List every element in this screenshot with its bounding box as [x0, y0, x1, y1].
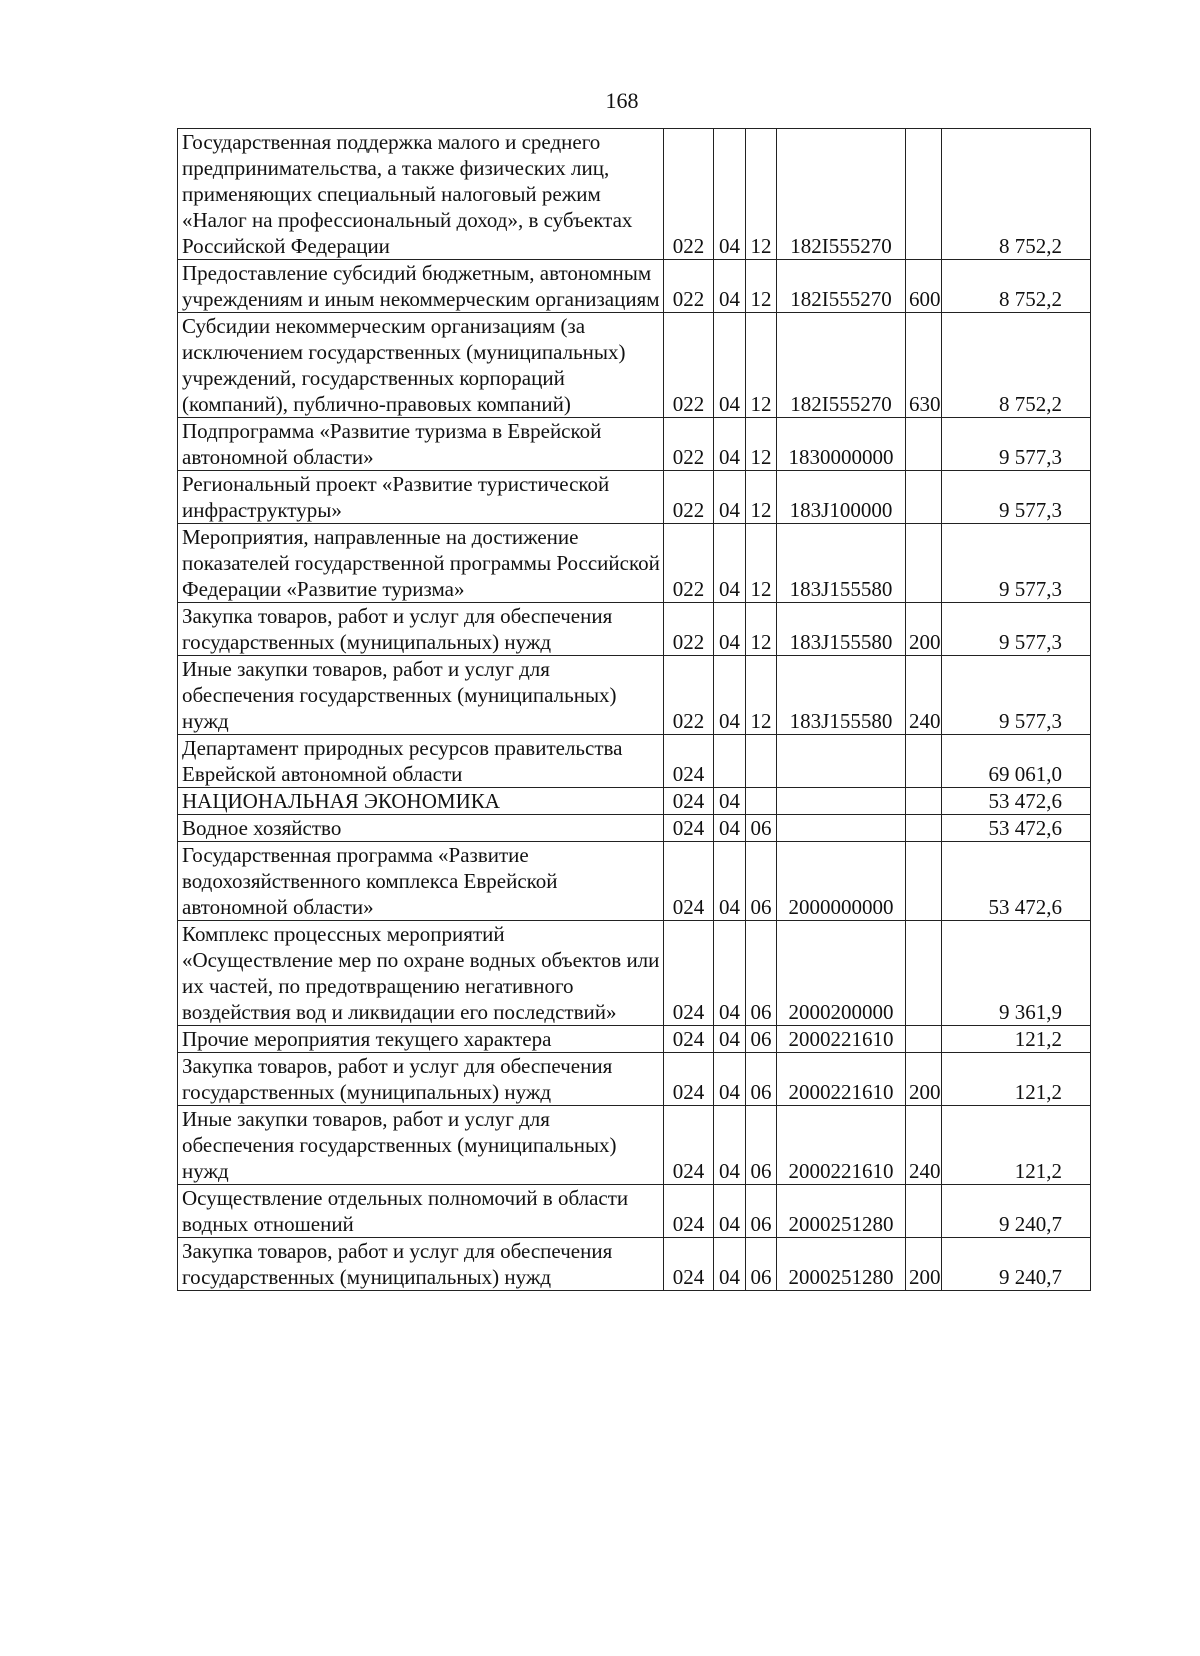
subsection-code-cell: 06 — [746, 815, 777, 842]
subsection-code-cell: 12 — [746, 471, 777, 524]
table-row — [178, 260, 1091, 313]
table-row — [178, 471, 1091, 524]
target-article-cell: 2000000000 — [777, 842, 906, 921]
section-code-cell: 04 — [714, 1185, 746, 1238]
ministry-code-cell: 024 — [664, 1238, 714, 1291]
row-name-cell: Департамент природных ресурсов правительства Еврейской автономной области — [178, 735, 664, 788]
amount-cell: 9 361,9 — [942, 921, 1091, 1026]
expense-type-cell — [906, 1185, 942, 1238]
target-article-cell: 2000221610 — [777, 1053, 906, 1106]
row-name-cell: Прочие мероприятия текущего характера — [178, 1026, 664, 1053]
expense-type-cell — [906, 735, 942, 788]
ministry-code-cell: 024 — [664, 1106, 714, 1185]
table-row — [178, 735, 1091, 788]
expense-type-cell — [906, 815, 942, 842]
section-code-cell: 04 — [714, 603, 746, 656]
target-article-cell — [777, 788, 906, 815]
table-row — [178, 921, 1091, 1026]
subsection-code-cell: 06 — [746, 1106, 777, 1185]
row-name-cell: Предоставление субсидий бюджетным, автономным учреждениям и иным некоммерческим организациям — [178, 260, 664, 313]
amount-cell: 121,2 — [942, 1053, 1091, 1106]
ministry-code-cell: 024 — [664, 1053, 714, 1106]
target-article-cell: 182I555270 — [777, 313, 906, 418]
table-row — [178, 603, 1091, 656]
ministry-code-cell: 022 — [664, 603, 714, 656]
section-code-cell: 04 — [714, 921, 746, 1026]
amount-cell: 8 752,2 — [942, 260, 1091, 313]
section-code-cell: 04 — [714, 471, 746, 524]
table-row — [178, 656, 1091, 735]
budget-table-body — [178, 129, 1091, 1291]
expense-type-cell: 630 — [906, 313, 942, 418]
subsection-code-cell: 12 — [746, 656, 777, 735]
subsection-code-cell: 12 — [746, 260, 777, 313]
ministry-code-cell: 022 — [664, 524, 714, 603]
ministry-code-cell: 022 — [664, 471, 714, 524]
section-code-cell: 04 — [714, 1053, 746, 1106]
ministry-code-cell: 022 — [664, 313, 714, 418]
target-article-cell: 2000221610 — [777, 1106, 906, 1185]
table-row — [178, 1053, 1091, 1106]
table-row — [178, 788, 1091, 815]
row-name-cell: Иные закупки товаров, работ и услуг для обеспечения государственных (муниципальных) нужд — [178, 1106, 664, 1185]
subsection-code-cell: 12 — [746, 603, 777, 656]
target-article-cell: 1830000000 — [777, 418, 906, 471]
subsection-code-cell: 12 — [746, 418, 777, 471]
amount-cell: 9 577,3 — [942, 524, 1091, 603]
ministry-code-cell: 024 — [664, 1185, 714, 1238]
target-article-cell: 183J155580 — [777, 524, 906, 603]
amount-cell: 121,2 — [942, 1106, 1091, 1185]
row-name-cell: Закупка товаров, работ и услуг для обеспечения государственных (муниципальных) нужд — [178, 1053, 664, 1106]
section-code-cell: 04 — [714, 788, 746, 815]
table-row — [178, 842, 1091, 921]
ministry-code-cell: 024 — [664, 842, 714, 921]
subsection-code-cell: 12 — [746, 129, 777, 260]
table-row — [178, 129, 1091, 260]
amount-cell: 9 240,7 — [942, 1185, 1091, 1238]
section-code-cell: 04 — [714, 1106, 746, 1185]
expense-type-cell: 240 — [906, 1106, 942, 1185]
subsection-code-cell — [746, 735, 777, 788]
ministry-code-cell: 024 — [664, 735, 714, 788]
target-article-cell — [777, 735, 906, 788]
row-name-cell: Субсидии некоммерческим организациям (за исключением государственных (муниципальных) учреждений, государственных корпораций (компаний), публично-правовых компаний) — [178, 313, 664, 418]
table-row — [178, 1106, 1091, 1185]
table-row — [178, 1026, 1091, 1053]
section-code-cell: 04 — [714, 260, 746, 313]
amount-cell: 53 472,6 — [942, 788, 1091, 815]
expense-type-cell: 200 — [906, 1238, 942, 1291]
amount-cell: 53 472,6 — [942, 815, 1091, 842]
section-code-cell — [714, 735, 746, 788]
target-article-cell — [777, 815, 906, 842]
section-code-cell: 04 — [714, 524, 746, 603]
target-article-cell: 183J155580 — [777, 656, 906, 735]
row-name-cell: Подпрограмма «Развитие туризма в Еврейской автономной области» — [178, 418, 664, 471]
target-article-cell: 2000251280 — [777, 1185, 906, 1238]
expense-type-cell: 240 — [906, 656, 942, 735]
expense-type-cell — [906, 471, 942, 524]
subsection-code-cell: 06 — [746, 1053, 777, 1106]
amount-cell: 121,2 — [942, 1026, 1091, 1053]
table-row — [178, 313, 1091, 418]
table-row — [178, 815, 1091, 842]
expense-type-cell — [906, 842, 942, 921]
budget-table — [177, 128, 1091, 1291]
expense-type-cell: 200 — [906, 1053, 942, 1106]
subsection-code-cell: 06 — [746, 921, 777, 1026]
row-name-cell: Государственная программа «Развитие водохозяйственного комплекса Еврейской автономной области» — [178, 842, 664, 921]
amount-cell: 9 577,3 — [942, 656, 1091, 735]
section-code-cell: 04 — [714, 313, 746, 418]
subsection-code-cell: 12 — [746, 524, 777, 603]
ministry-code-cell: 024 — [664, 921, 714, 1026]
row-name-cell: Осуществление отдельных полномочий в области водных отношений — [178, 1185, 664, 1238]
section-code-cell: 04 — [714, 1238, 746, 1291]
row-name-cell: Мероприятия, направленные на достижение показателей государственной программы Российской Федерации «Развитие туризма» — [178, 524, 664, 603]
subsection-code-cell: 12 — [746, 313, 777, 418]
row-name-cell: Иные закупки товаров, работ и услуг для обеспечения государственных (муниципальных) нужд — [178, 656, 664, 735]
table-row — [178, 524, 1091, 603]
subsection-code-cell: 06 — [746, 842, 777, 921]
row-name-cell: Водное хозяйство — [178, 815, 664, 842]
section-code-cell: 04 — [714, 842, 746, 921]
amount-cell: 8 752,2 — [942, 313, 1091, 418]
target-article-cell: 183J100000 — [777, 471, 906, 524]
expense-type-cell — [906, 788, 942, 815]
ministry-code-cell: 022 — [664, 418, 714, 471]
section-code-cell: 04 — [714, 815, 746, 842]
amount-cell: 69 061,0 — [942, 735, 1091, 788]
ministry-code-cell: 024 — [664, 1026, 714, 1053]
ministry-code-cell: 022 — [664, 129, 714, 260]
row-name-cell: Закупка товаров, работ и услуг для обеспечения государственных (муниципальных) нужд — [178, 1238, 664, 1291]
expense-type-cell: 600 — [906, 260, 942, 313]
target-article-cell: 2000221610 — [777, 1026, 906, 1053]
amount-cell: 9 577,3 — [942, 603, 1091, 656]
expense-type-cell — [906, 921, 942, 1026]
ministry-code-cell: 022 — [664, 260, 714, 313]
target-article-cell: 2000200000 — [777, 921, 906, 1026]
target-article-cell: 182I555270 — [777, 129, 906, 260]
amount-cell: 8 752,2 — [942, 129, 1091, 260]
ministry-code-cell: 024 — [664, 815, 714, 842]
ministry-code-cell: 024 — [664, 788, 714, 815]
amount-cell: 9 577,3 — [942, 418, 1091, 471]
expense-type-cell: 200 — [906, 603, 942, 656]
target-article-cell: 182I555270 — [777, 260, 906, 313]
row-name-cell: Региональный проект «Развитие туристической инфраструктуры» — [178, 471, 664, 524]
amount-cell: 9 577,3 — [942, 471, 1091, 524]
row-name-cell: Государственная поддержка малого и среднего предпринимательства, а также физических лиц, применяющих специальный налоговый режим «Налог на профессиональный доход», в субъектах Российской Федерации — [178, 129, 664, 260]
subsection-code-cell: 06 — [746, 1238, 777, 1291]
table-row — [178, 1238, 1091, 1291]
section-code-cell: 04 — [714, 418, 746, 471]
section-code-cell: 04 — [714, 129, 746, 260]
target-article-cell: 2000251280 — [777, 1238, 906, 1291]
subsection-code-cell: 06 — [746, 1185, 777, 1238]
ministry-code-cell: 022 — [664, 656, 714, 735]
section-code-cell: 04 — [714, 656, 746, 735]
row-name-cell: Комплекс процессных мероприятий «Осуществление мер по охране водных объектов или их частей, по предотвращению негативного воздействия вод и ликвидации его последствий» — [178, 921, 664, 1026]
expense-type-cell — [906, 418, 942, 471]
subsection-code-cell — [746, 788, 777, 815]
page-number: 168 — [605, 88, 639, 113]
table-row — [178, 1185, 1091, 1238]
expense-type-cell — [906, 524, 942, 603]
amount-cell: 9 240,7 — [942, 1238, 1091, 1291]
row-name-cell: НАЦИОНАЛЬНАЯ ЭКОНОМИКА — [178, 788, 664, 815]
subsection-code-cell: 06 — [746, 1026, 777, 1053]
amount-cell: 53 472,6 — [942, 842, 1091, 921]
expense-type-cell — [906, 1026, 942, 1053]
section-code-cell: 04 — [714, 1026, 746, 1053]
row-name-cell: Закупка товаров, работ и услуг для обеспечения государственных (муниципальных) нужд — [178, 603, 664, 656]
table-row — [178, 418, 1091, 471]
target-article-cell: 183J155580 — [777, 603, 906, 656]
expense-type-cell — [906, 129, 942, 260]
